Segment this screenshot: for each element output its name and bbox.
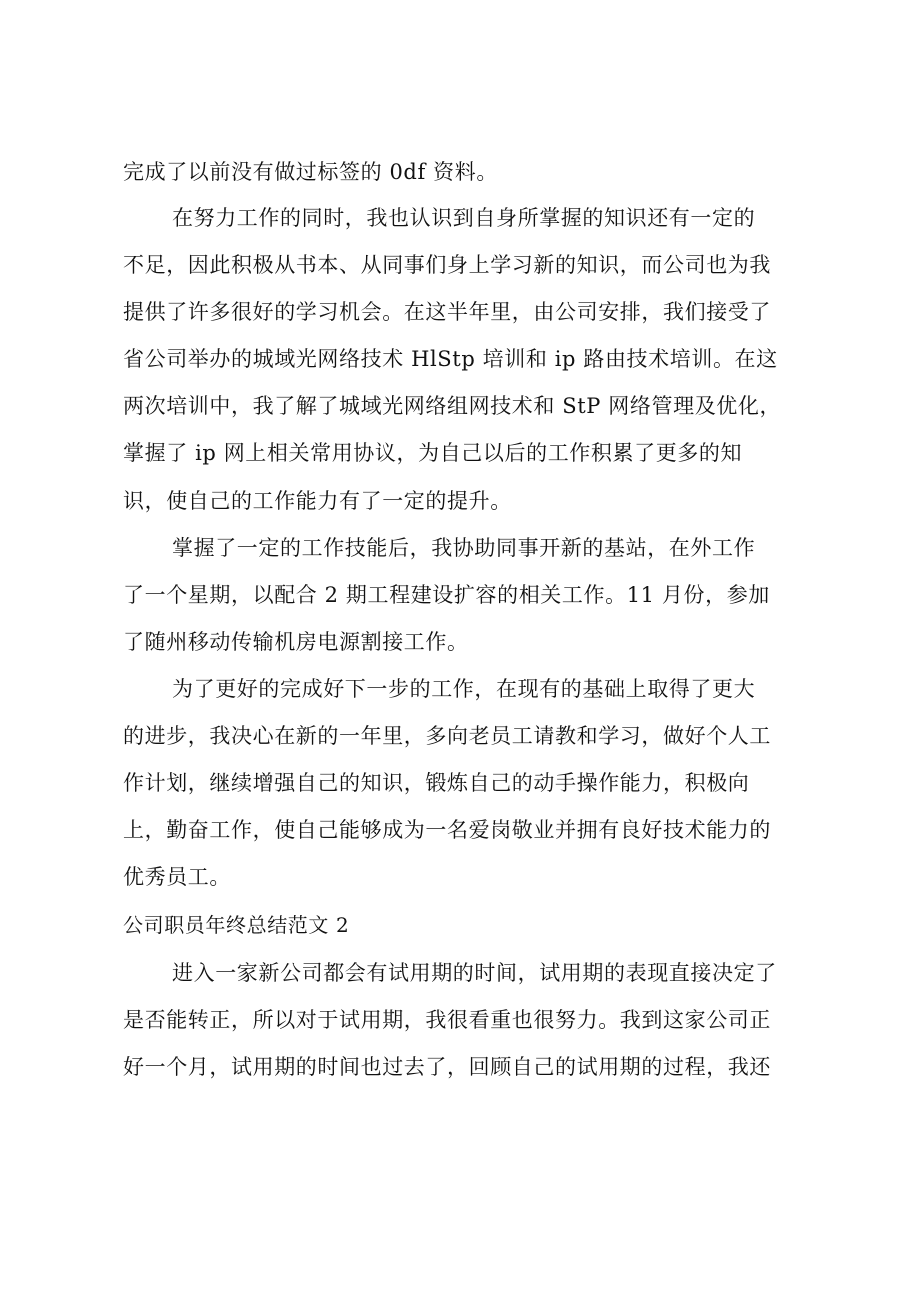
section-heading: 公司职员年终总结范文 2 xyxy=(123,913,350,937)
text-line-1: 完成了以前没有做过标签的 0df 资料。 xyxy=(123,160,498,184)
text-line-20: 好一个月，试用期的时间也过去了，回顾自己的试用期的过程，我还 xyxy=(123,1055,771,1079)
paragraph-start-line: 进入一家新公司都会有试用期的时间，试用期的表现直接决定了 xyxy=(172,961,777,985)
text-line-10: 了一个星期，以配合 2 期工程建设扩容的相关工作。11 月份，参加 xyxy=(123,583,770,607)
text-line-8: 识，使自己的工作能力有了一定的提升。 xyxy=(123,489,512,513)
text-line-11: 了随州移动传输机房电源割接工作。 xyxy=(123,630,469,654)
text-line-13: 的进步，我决心在新的一年里，多向老员工请教和学习，做好个人工 xyxy=(123,724,771,748)
text-line-15: 上，勤奋工作，使自己能够成为一名爱岗敬业并拥有良好技术能力的 xyxy=(123,818,771,842)
text-line-5: 省公司举办的城域光网络技术 HlStp 培训和 ip 路由技术培训。在这 xyxy=(123,347,778,371)
text-line-6: 两次培训中，我了解了城域光网络组网技术和 StP 网络管理及优化， xyxy=(123,394,782,418)
text-line-7: 掌握了 ip 网上相关常用协议，为自己以后的工作积累了更多的知 xyxy=(123,441,743,465)
text-line-16: 优秀员工。 xyxy=(123,865,231,889)
paragraph-start-line: 为了更好的完成好下一步的工作，在现有的基础上取得了更大 xyxy=(172,677,756,701)
paragraph-start-line: 在努力工作的同时，我也认识到自身所掌握的知识还有一定的 xyxy=(172,206,756,230)
text-line-14: 作计划，继续增强自己的知识，锻炼自己的动手操作能力，积极向 xyxy=(123,771,750,795)
text-line-3: 不足，因此积极从书本、从同事们身上学习新的知识，而公司也为我 xyxy=(123,253,771,277)
text-line-4: 提供了许多很好的学习机会。在这半年里，由公司安排，我们接受了 xyxy=(123,300,771,324)
paragraph-start-line: 掌握了一定的工作技能后，我协助同事开新的基站，在外工作 xyxy=(172,536,756,560)
text-line-19: 是否能转正，所以对于试用期，我很看重也很努力。我到这家公司正 xyxy=(123,1008,771,1032)
